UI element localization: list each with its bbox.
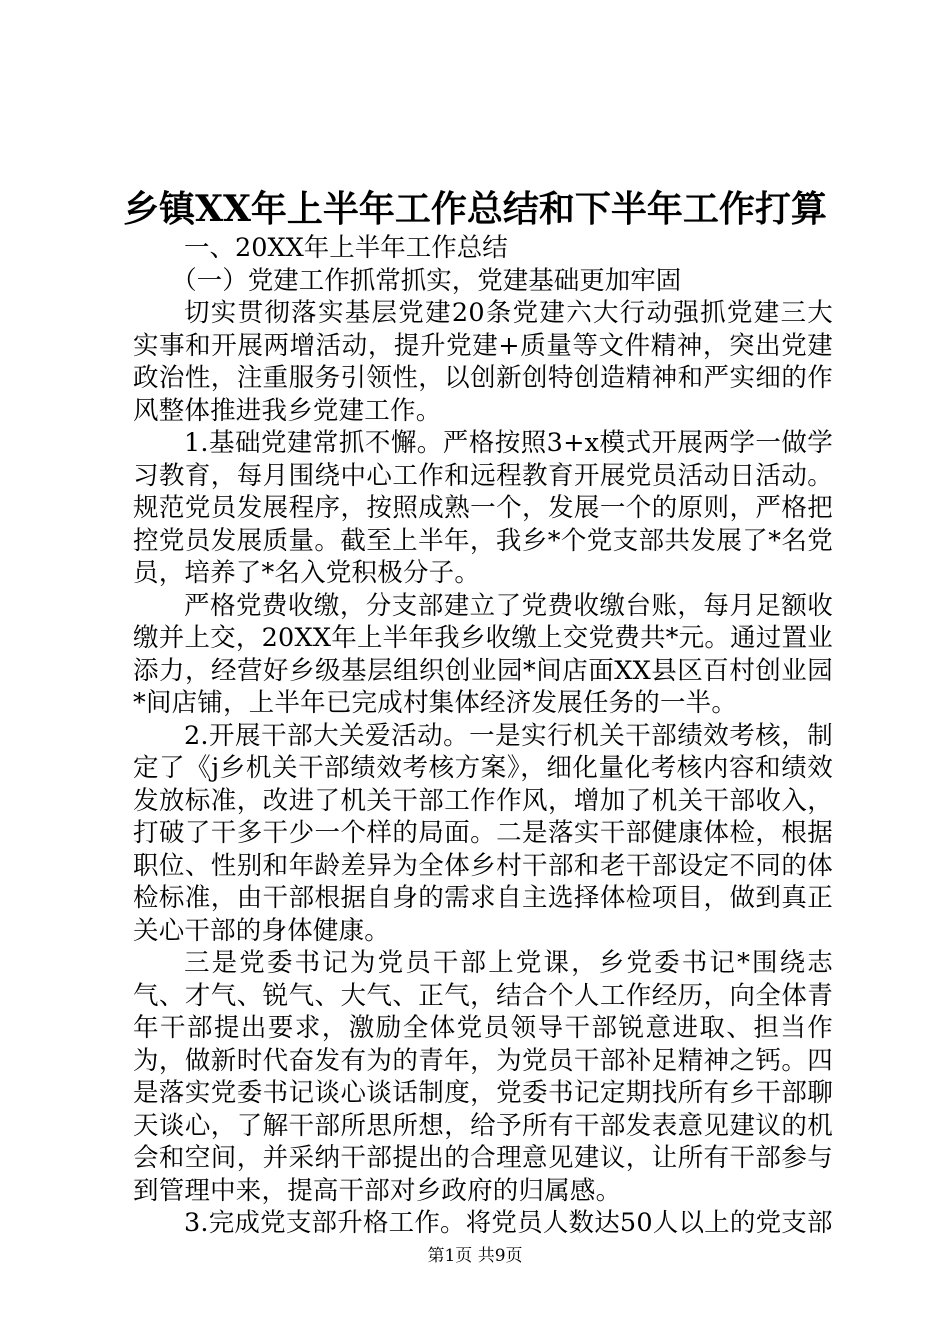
page-footer bbox=[0, 1244, 950, 1268]
document-body bbox=[133, 232, 833, 1240]
document-title: 乡镇XX年上半年工作总结和下半年工作打算 bbox=[123, 188, 827, 230]
section-heading: 一、20XX年上半年工作总结 bbox=[184, 233, 508, 263]
body-paragraph: 三是党委书记为党员干部上党课，乡党委书记*围绕志气、才气、锐气、大气、正气，结合个人工作经历，向全体青年干部提出要求，激励全体党员领导干部锐意进取、担当作为，做新时代奋发有为的青年，为党员干部补足精神之钙。四是落实党委书记谈心谈话制度，党委书记定期找所有乡干部聊天谈心，了解干部所思所想，给予所有干部发表意见建议的机会和空间，并采纳干部提出的合理意见建议，让所有干部参与到管理中来，提高干部对乡政府的归属感。 bbox=[133, 948, 833, 1206]
page-indicator: 第1页 共9页 bbox=[427, 1246, 523, 1266]
body-paragraph: 2.开展干部大关爱活动。一是实行机关干部绩效考核，制定了《j乡机关干部绩效考核方案》，细化量化考核内容和绩效发放标准，改进了机关干部工作作风，增加了机关干部收入，打破了干多干少一个样的局面。二是落实干部健康体检，根据职位、性别和年龄差异为全体乡村干部和老干部设定不同的体检标准，由干部根据自身的需求自主选择体检项目，做到真正关心干部的身体健康。 bbox=[133, 720, 833, 946]
body-paragraph: 切实贯彻落实基层党建20条党建六大行动强抓党建三大实事和开展两增活动，提升党建+质量等文件精神，突出党建政治性，注重服务引领性，以创新创特创造精神和严实细的作风整体推进我乡党建工作。 bbox=[133, 298, 833, 426]
body-paragraph: 1.基础党建常抓不懈。严格按照3+x模式开展两学一做学习教育，每月围绕中心工作和远程教育开展党员活动日活动。规范党员发展程序，按照成熟一个，发展一个的原则，严格把控党员发展质量。截至上半年，我乡*个党支部共发展了*名党员，培养了*名入党积极分子。 bbox=[133, 428, 833, 588]
body-paragraph: 严格党费收缴，分支部建立了党费收缴台账，每月足额收缴并上交，20XX年上半年我乡收缴上交党费共*元。通过置业添力，经营好乡级基层组织创业园*间店面XX县区百村创业园*间店铺，上半年已完成村集体经济发展任务的一半。 bbox=[133, 590, 833, 718]
body-paragraph: 3.完成党支部升格工作。将党员人数达50人以上的党支部 bbox=[184, 1208, 833, 1238]
subsection-heading: （一）党建工作抓常抓实，党建基础更加牢固 bbox=[171, 265, 682, 296]
